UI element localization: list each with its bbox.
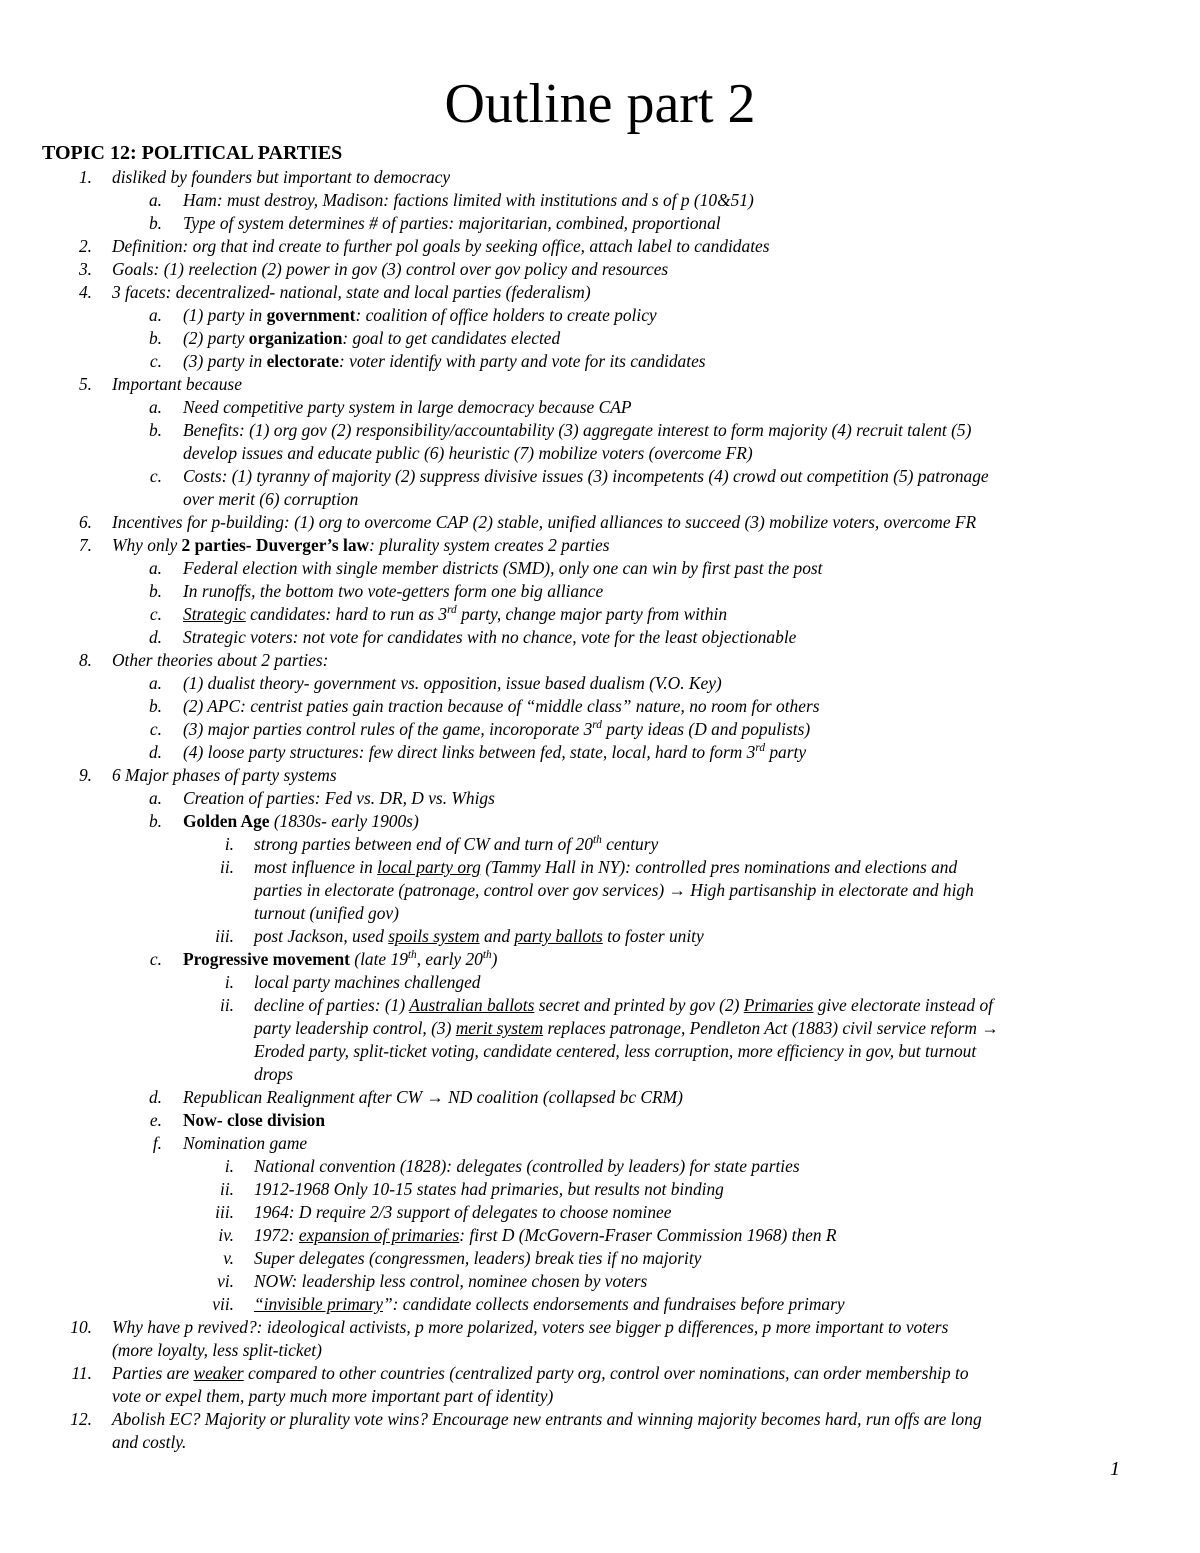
outline-item-text [112,235,770,258]
text-segment: Incentives for p-building: (1) org to overcome CAP (2) stable, unified alliances to succeed (3) mobilize voters, overcome FR [112,512,977,532]
outline-item-continuation [0,1339,1200,1362]
outline-item-text [183,442,753,465]
outline-item-marker: 10. [70,1317,92,1337]
outline-item-text [183,787,495,810]
outline-item-text [183,304,657,327]
text-segment: strong parties between end of CW and turn of 20 [254,834,593,854]
outline-item [0,557,1200,580]
text-segment: party leadership control, (3) [254,1018,456,1038]
outline-item-marker: f. [152,1133,162,1153]
text-segment: (3) major parties control rules of the game, incoroporate 3 [183,719,593,739]
outline-item-text [183,465,989,488]
outline-item-text [254,994,993,1017]
outline-item-marker: iv. [218,1225,234,1245]
outline-item-marker: 2. [78,236,92,256]
text-segment: to foster unity [602,926,704,946]
outline-item [0,672,1200,695]
outline-item [0,1201,1200,1224]
outline-item-marker: 3. [78,259,92,279]
text-segment: secret and printed by gov (2) [534,995,744,1015]
outline-item-text [112,764,337,787]
outline-item [0,1408,1200,1431]
text-segment: (1) dualist theory- government vs. opposition, issue based dualism (V.O. Key) [183,673,722,693]
outline-item-marker: b. [148,328,162,348]
outline-item-text [112,1316,948,1339]
outline-item-marker: 6. [78,512,92,532]
text-segment: th [482,949,492,962]
outline-item-text [183,189,754,212]
outline-item-marker: a. [148,558,162,578]
text-segment: ”: candidate collects endorsements and fundraises before primary [382,1294,845,1314]
text-segment: weaker [193,1363,244,1383]
text-segment: th [407,949,417,962]
outline-item-text [254,1017,999,1040]
outline-item [0,373,1200,396]
text-segment: Primaries [743,995,814,1015]
outline-item-continuation [0,879,1200,902]
text-segment: : coalition of office holders to create policy [355,305,657,325]
text-segment: 1972: [254,1225,299,1245]
outline-item-text [254,1293,845,1316]
outline-item-continuation [0,902,1200,925]
text-segment: 1912-1968 Only 10-15 states had primaries, but results not binding [254,1179,724,1199]
outline-item-marker: b. [148,696,162,716]
text-segment: Important because [112,374,242,394]
outline-item [0,856,1200,879]
outline-item-text [254,833,658,856]
text-segment: 3 facets: decentralized- national, state and local parties (federalism) [112,282,591,302]
text-segment: Super delegates (congressmen, leaders) break ties if no majority [254,1248,702,1268]
outline-item-text [183,718,810,741]
text-segment: (more loyalty, less split-ticket) [112,1340,322,1360]
outline-item-marker: 5. [78,374,92,394]
outline-item-text [183,1109,325,1132]
text-segment: Why only [112,535,182,555]
outline-item [0,1247,1200,1270]
text-segment: → [981,1018,999,1038]
outline-item [0,1270,1200,1293]
text-segment: Nomination game [183,1133,308,1153]
text-segment: In runoffs, the bottom two vote-getters form one big alliance [183,581,604,601]
text-segment: Progressive movement [183,949,350,969]
outline-item-text [254,971,481,994]
outline-item-text [183,603,727,626]
text-segment: 2 parties- Duverger’s law [181,535,370,555]
outline-item-text [183,1086,683,1109]
outline-item [0,626,1200,649]
outline-item-text [112,258,668,281]
outline-item-marker: 9. [78,765,92,785]
outline-item-marker: 12. [70,1409,92,1429]
text-segment: (1830s- early 1900s) [269,811,419,831]
text-segment: Benefits: (1) org gov (2) responsibility/accountability (3) aggregate interest to form majority (4) recruit talent (5) [183,420,972,440]
text-segment: party ballots [514,926,603,946]
outline-item [0,764,1200,787]
text-segment: Now- close division [183,1110,326,1130]
text-segment: organization [248,328,343,348]
outline-item-text [183,488,358,511]
text-segment: Other theories about 2 parties: [112,650,329,670]
text-segment: Goals: (1) reelection (2) power in gov (3) control over gov policy and resources [112,259,669,279]
outline-item-text [254,1247,701,1270]
text-segment: (4) loose party structures: few direct links between fed, state, local, hard to form 3 [183,742,756,762]
outline-item [0,465,1200,488]
outline-item-continuation [0,1063,1200,1086]
outline-item-text [183,350,706,373]
outline-item-marker: iii. [215,1202,234,1222]
outline-item-text [254,1040,976,1063]
text-segment: spoils system [388,926,480,946]
outline-item-text [254,1063,293,1086]
outline-item [0,235,1200,258]
outline-item-marker: ii. [219,995,234,1015]
text-segment: over merit (6) corruption [183,489,359,509]
text-segment: government [266,305,356,325]
text-segment: National convention (1828): delegates (controlled by leaders) for state parties [254,1156,800,1176]
outline-item-marker: a. [148,397,162,417]
text-segment: compared to other countries (centralized party org, control over nominations, can order membership to [243,1363,969,1383]
outline-item-continuation [0,442,1200,465]
document-title: Outline part 2 [444,73,756,135]
outline-item-marker: b. [148,581,162,601]
outline-item-marker: i. [224,972,234,992]
outline-item [0,833,1200,856]
text-segment: Federal election with single member districts (SMD), only one can win by first past the post [183,558,823,578]
outline-item [0,327,1200,350]
outline-item-text [183,557,823,580]
outline-item-marker: c. [149,949,162,969]
outline-item [0,1293,1200,1316]
text-segment: expansion of primaries [298,1225,460,1245]
outline-item-text [183,741,806,764]
outline-item-text [112,1362,969,1385]
text-segment: : first D (McGovern-Fraser Commission 1968) then R [459,1225,837,1245]
outline-item-marker: a. [148,190,162,210]
outline-item [0,718,1200,741]
outline-item [0,741,1200,764]
text-segment: party, change major party from within [456,604,728,624]
outline-item-text [254,856,957,879]
outline-item [0,1155,1200,1178]
text-segment: (1) party in [183,305,267,325]
text-segment: rd [755,742,765,755]
outline-item [0,1109,1200,1132]
outline-item-text [112,1385,553,1408]
outline-item [0,511,1200,534]
outline-item-marker: d. [148,1087,162,1107]
outline-item [0,1316,1200,1339]
text-segment: rd [592,719,602,732]
text-segment: Republican Realignment after CW [183,1087,427,1107]
outline-item [0,258,1200,281]
text-segment: (Tammy Hall in NY): controlled pres nominations and elections and [480,857,958,877]
outline-item-continuation [0,1431,1200,1454]
outline-item [0,1362,1200,1385]
outline-item [0,166,1200,189]
outline-item-continuation [0,488,1200,511]
text-segment: High partisanship in electorate and high [685,880,974,900]
outline-item [0,534,1200,557]
outline-item-marker: 1. [78,167,92,187]
outline-item-marker: ii. [219,1179,234,1199]
outline-item [0,1086,1200,1109]
text-segment: Definition: org that ind create to further pol goals by seeking office, attach label to candidates [112,236,770,256]
text-segment: Strategic [183,604,246,624]
outline-item-continuation [0,1385,1200,1408]
text-segment: , early 20 [416,949,483,969]
text-segment: Abolish EC? Majority or plurality vote wins? Encourage new entrants and winning majority becomes hard, run offs are long [112,1409,982,1429]
outline-item [0,396,1200,419]
text-segment: Parties are [112,1363,194,1383]
outline-item-marker: vii. [212,1294,234,1314]
outline-item [0,281,1200,304]
outline-item-marker: 8. [78,650,92,670]
outline-item-text [112,1408,982,1431]
outline-item-text [112,1431,186,1454]
outline-item-marker: i. [224,834,234,854]
text-segment: (late 19 [349,949,408,969]
outline-item-marker: b. [148,213,162,233]
outline-item-marker: b. [148,811,162,831]
text-segment: NOW: leadership less control, nominee chosen by voters [254,1271,648,1291]
text-segment: party [765,742,807,762]
page-number: 1 [1110,1458,1120,1480]
outline-item-text [183,626,796,649]
text-segment: → [668,880,686,900]
text-segment: : goal to get candidates elected [342,328,561,348]
outline-item [0,304,1200,327]
outline-item [0,419,1200,442]
text-segment: most influence in [254,857,378,877]
text-segment: (2) APC: centrist paties gain traction because of “middle class” nature, no room for others [183,696,820,716]
text-segment: turnout (unified gov) [254,903,399,923]
outline-item-text [254,902,399,925]
text-segment: electorate [266,351,339,371]
outline-item-text [183,695,820,718]
outline-item-text [112,281,591,304]
outline-item-marker: a. [148,305,162,325]
outline-item-continuation [0,1017,1200,1040]
outline-item [0,787,1200,810]
outline-item [0,649,1200,672]
text-segment: merit system [455,1018,544,1038]
text-segment: Strategic voters: not vote for candidates with no chance, vote for the least objectionable [183,627,797,647]
outline-item-continuation [0,1040,1200,1063]
text-segment: 6 Major phases of party systems [112,765,337,785]
outline-item-text [254,1155,800,1178]
outline-item-marker: c. [149,351,162,371]
outline-item [0,971,1200,994]
outline-item-text [112,1339,322,1362]
outline-item [0,350,1200,373]
text-segment: candidates: hard to run as 3 [245,604,448,624]
outline-item-marker: i. [224,1156,234,1176]
outline-item-marker: 7. [78,535,92,555]
text-segment: : voter identify with party and vote for its candidates [338,351,706,371]
outline-item-marker: vi. [217,1271,234,1291]
topic-heading: TOPIC 12: POLITICAL PARTIES [42,142,343,164]
outline-item-text [183,672,722,695]
text-segment: develop issues and educate public (6) heuristic (7) mobilize voters (overcome FR) [183,443,753,463]
outline-item-text [254,879,974,902]
text-segment: ND coalition (collapsed bc CRM) [443,1087,683,1107]
text-segment: ) [491,949,498,969]
text-segment: century [601,834,659,854]
outline-item [0,189,1200,212]
outline-item-marker: ii. [219,857,234,877]
text-segment: Australian ballots [409,995,535,1015]
outline-item-text [183,212,721,235]
outline-item-text [112,649,328,672]
text-segment: decline of parties: (1) [254,995,410,1015]
outline-item-marker: c. [149,604,162,624]
outline-item [0,695,1200,718]
text-segment: Creation of parties: Fed vs. DR, D vs. Whigs [183,788,495,808]
text-segment: give electorate instead of [813,995,994,1015]
outline-item-marker: v. [223,1248,234,1268]
text-segment: Golden Age [183,811,270,831]
outline-item [0,212,1200,235]
outline-item [0,925,1200,948]
outline-item-marker: e. [149,1110,162,1130]
outline-item-marker: d. [148,742,162,762]
outline-item-text [183,396,631,419]
outline-item [0,948,1200,971]
outline-item-marker: iii. [215,926,234,946]
outline-item-text [112,511,976,534]
text-segment: local party machines challenged [254,972,481,992]
text-segment: th [592,834,602,847]
outline-item [0,810,1200,833]
text-segment: (2) party [183,328,249,348]
outline-item-text [112,534,609,557]
outline-item [0,1132,1200,1155]
outline-item [0,603,1200,626]
text-segment: vote or expel them, party much more important part of identity) [112,1386,554,1406]
text-segment: : plurality system creates 2 parties [369,535,610,555]
text-segment: replaces patronage, Pendleton Act (1883) civil service reform [543,1018,982,1038]
outline-item [0,580,1200,603]
text-segment: Why have p revived?: ideological activists, p more polarized, voters see bigger p differences, p more important to voters [112,1317,949,1337]
outline-item-text [112,373,242,396]
text-segment: local party org [377,857,481,877]
outline-item-text [254,1201,671,1224]
text-segment: disliked by founders but important to democracy [112,167,451,187]
text-segment: → [426,1087,444,1107]
text-segment: drops [254,1064,293,1084]
outline-item-marker: 4. [78,282,92,302]
outline-item-marker: c. [149,466,162,486]
outline-item [0,1224,1200,1247]
outline-item-marker: a. [148,673,162,693]
text-segment: Type of system determines # of parties: majoritarian, combined, proportional [183,213,721,233]
outline-item-marker: 11. [71,1363,92,1383]
outline-item [0,1178,1200,1201]
text-segment: Need competitive party system in large democracy because CAP [183,397,632,417]
text-segment: party ideas (D and populists) [601,719,811,739]
outline-item-text [254,925,704,948]
outline-item-marker: c. [149,719,162,739]
text-segment: rd [447,604,457,617]
text-segment: (3) party in [183,351,267,371]
outline-item-marker: a. [148,788,162,808]
outline-item-marker: b. [148,420,162,440]
outline-item-text [112,166,450,189]
outline-item-text [183,948,497,971]
text-segment: post Jackson, used [254,926,389,946]
text-segment: “invisible primary [254,1294,383,1314]
outline-item-marker: d. [148,627,162,647]
outline-item-text [254,1270,647,1293]
outline-item-text [254,1224,837,1247]
text-segment: Eroded party, split-ticket voting, candidate centered, less corruption, more efficiency in gov, but turnout [254,1041,977,1061]
outline-item-text [183,810,419,833]
text-segment: and [479,926,515,946]
text-segment: Costs: (1) tyranny of majority (2) suppress divisive issues (3) incompetents (4) crowd out competition (5) patronage [183,466,989,486]
outline-item [0,994,1200,1017]
text-segment: Ham: must destroy, Madison: factions limited with institutions and s of p (10&51) [183,190,754,210]
text-segment: and costly. [112,1432,187,1452]
outline-item-text [183,580,603,603]
outline-item-text [254,1178,724,1201]
text-segment: parties in electorate (patronage, control over gov services) [254,880,669,900]
outline-item-text [183,327,560,350]
outline-item-text [183,419,971,442]
outline-item-text [183,1132,307,1155]
text-segment: 1964: D require 2/3 support of delegates to choose nominee [254,1202,672,1222]
